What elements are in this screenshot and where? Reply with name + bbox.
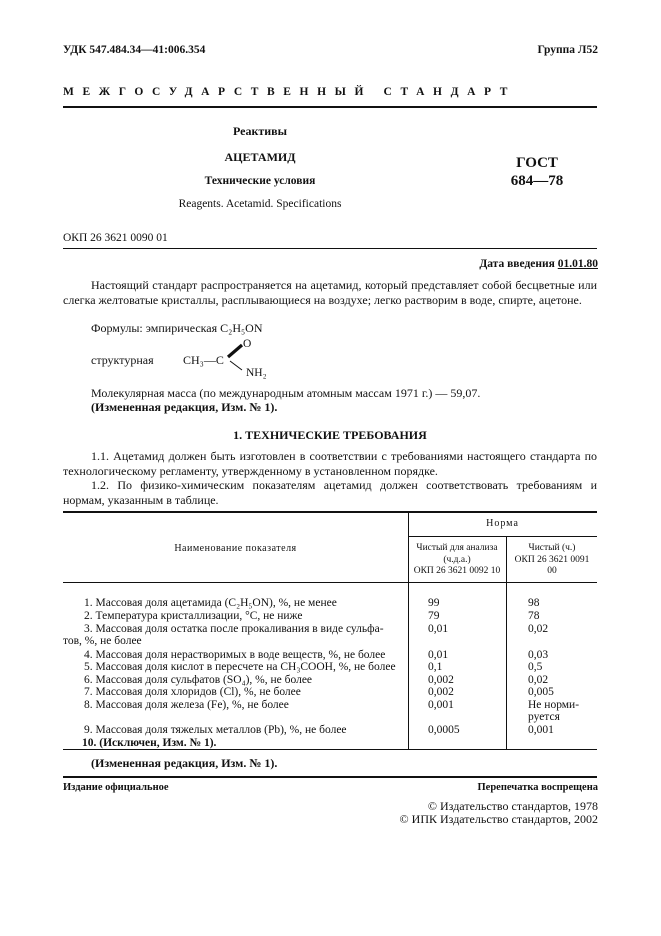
structural-o: O [243, 338, 252, 350]
reagents-title: Реактивы [232, 124, 288, 138]
row-value-b: 0,03 [528, 649, 549, 661]
row-name: 3. Массовая доля остатка после прокаливания в виде сульфа- [84, 623, 384, 635]
structural-ch3: CH₃—C [183, 353, 224, 367]
table-norm-rule [408, 536, 597, 537]
col-pure-analysis-line1: Чистый для анализа [416, 543, 498, 553]
header-rule [63, 106, 597, 108]
row-value-b-cont: руется [528, 711, 560, 723]
row-value-a: 0,0005 [428, 724, 460, 736]
specifications-title: Технические условия [204, 175, 316, 187]
row-name: 6. Массовая доля сульфатов (SO₄), %, не более [84, 674, 313, 686]
table-row [84, 699, 404, 712]
group-code: Группа Л52 [537, 44, 598, 56]
table-edition-note: (Измененная редакция, Изм. № 1). [91, 756, 278, 770]
row-value-b: 0,001 [528, 724, 554, 736]
table-row [84, 724, 404, 737]
row-name: 4. Массовая доля нерастворимых в воде веществ, %, не более [84, 649, 386, 661]
col-pure-analysis-line2: (ч.д.а.) [443, 554, 471, 565]
reprint-prohibited: Перепечатка воспрещена [477, 782, 598, 793]
row-value-a: 0,001 [428, 699, 454, 711]
col-pure-line3: 00 [547, 566, 557, 576]
row-value-b: 98 [528, 597, 540, 609]
row-name: 8. Массовая доля железа (Fe), %, не более [84, 699, 289, 711]
gost-number: 684—78 [510, 173, 564, 189]
row-name: 5. Массовая доля кислот в пересчете на CH₃COOH, %, не более [84, 661, 396, 673]
clause-1-1: 1.1. Ацетамид должен быть изготовлен в соответствии с требованиями настоящего стандарта по технологическому регламенту, утвержденному в установленном порядке. [63, 449, 597, 478]
table-row [84, 610, 404, 623]
footer-rule [63, 776, 597, 778]
row-value-a: 0,01 [428, 649, 449, 661]
row-name: 1. Массовая доля ацетамида (C₂H₅ON), %, не менее [84, 597, 337, 609]
interstate-standard-heading [63, 86, 603, 98]
row-value-b: 0,02 [528, 623, 549, 635]
row-value-b: Не норми- [528, 699, 580, 711]
row-value-b: 0,02 [528, 674, 549, 686]
intro-paragraph: Настоящий стандарт распространяется на ацетамид, который представляет собой бесцветные или слегка желтоватые кристаллы, расплывающиеся на воздухе; легко растворим в воде, спирте, ацетоне. [63, 278, 597, 307]
table-row [84, 597, 404, 610]
intro-date-label: Дата введения [479, 258, 555, 270]
clause-1-2: 1.2. По физико-химическим показателям ацетамид должен соответствовать требованиям и нормам, указанным в таблице. [63, 478, 597, 507]
col-pure-line2: ОКП 26 3621 0091 [514, 554, 590, 565]
okp-code: ОКП 26 3621 0090 01 [63, 232, 168, 244]
intro-date-value: 01.01.80 [557, 258, 598, 270]
row-value-b: 0,5 [528, 661, 543, 673]
structural-bonds-icon [224, 340, 248, 376]
col-pure-line1: Чистый (ч.) [528, 543, 576, 553]
column-header-pure [507, 543, 597, 578]
product-name: АЦЕТАМИД [224, 150, 296, 164]
section-title: 1. ТЕХНИЧЕСКИЕ ТРЕБОВАНИЯ [233, 428, 427, 442]
table-row [84, 686, 404, 699]
row-value-a: 99 [428, 597, 440, 609]
english-title: Reagents. Acetamid. Specifications [178, 198, 342, 210]
row-name-cont: тов, %, не более [63, 635, 142, 647]
empirical-formula: Формулы: эмпирическая C₂H₅ON [91, 321, 263, 335]
table-bottom-rule [63, 749, 597, 750]
row-value-b: 0,005 [528, 686, 554, 698]
col-pure-analysis-line3: ОКП 26 3621 0092 10 [413, 566, 501, 576]
interstate-standard-text: МЕЖГОСУДАРСТВЕННЫЙ СТАНДАРТ [63, 86, 517, 98]
row-value-a: 0,002 [428, 674, 454, 686]
structural-nh2: NH₂ [246, 367, 267, 379]
row-value-b: 78 [528, 610, 540, 622]
okp-rule [63, 248, 597, 249]
intro-date [479, 258, 598, 270]
gost-label: ГОСТ [516, 155, 558, 171]
copyright-2002: © ИПК Издательство стандартов, 2002 [399, 812, 598, 826]
row-name: 9. Массовая доля тяжелых металлов (Pb), %, не более [84, 724, 347, 736]
udk-code: УДК 547.484.34—41:006.354 [63, 44, 206, 56]
table-header-rule [63, 582, 597, 583]
structural-label: структурная [91, 353, 154, 367]
row-name: 7. Массовая доля хлоридов (Cl), %, не более [84, 686, 301, 698]
table-top-rule [63, 511, 597, 513]
row-value-a: 79 [428, 610, 440, 622]
column-header-name: Наименование показателя [174, 543, 297, 554]
row-name: 2. Температура кристаллизации, °C, не ниже [84, 610, 303, 622]
table-row [84, 661, 404, 674]
column-header-norm: Норма [486, 518, 519, 529]
column-header-pure-analysis [408, 543, 506, 578]
row-name: 10. (Исключен, Изм. № 1). [82, 737, 217, 749]
row-value-a: 0,1 [428, 661, 443, 673]
row-value-a: 0,01 [428, 623, 449, 635]
molecular-mass: Молекулярная масса (по международным атомным массам 1971 г.) — 59,07. [91, 386, 481, 400]
intro-edition-note: (Измененная редакция, Изм. № 1). [91, 400, 278, 414]
row-value-a: 0,002 [428, 686, 454, 698]
official-edition: Издание официальное [63, 782, 169, 793]
copyright-1978: © Издательство стандартов, 1978 [427, 799, 598, 813]
